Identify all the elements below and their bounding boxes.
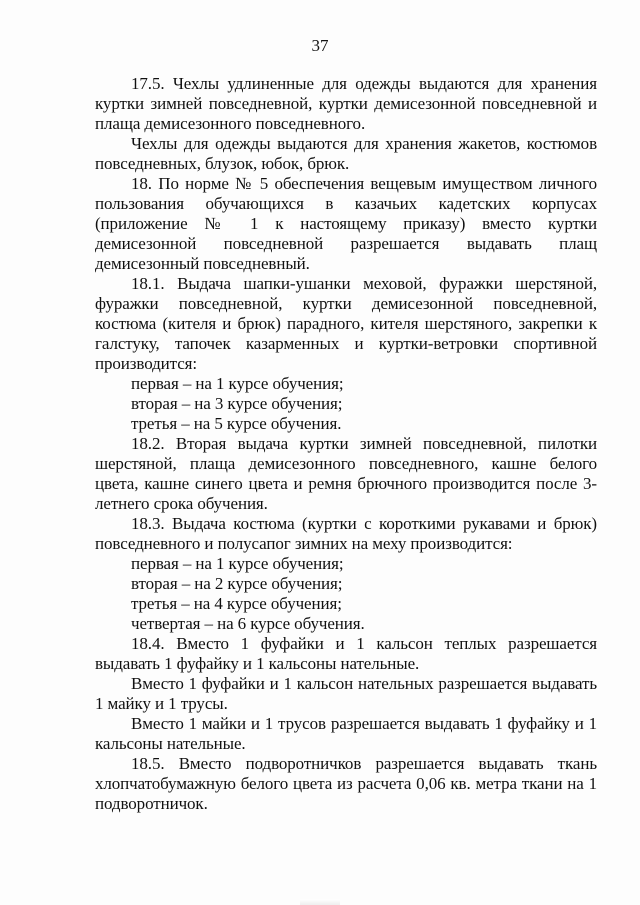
list-item: вторая – на 3 курсе обучения;: [131, 394, 343, 413]
paragraph-18-3: 18.3. Выдача костюма (куртки с короткими рукавами и брюк) повседневного и полусапог зимних на меху производится:: [95, 514, 597, 553]
paragraph-tshirt: Вместо 1 майки и 1 трусов разрешается выдавать 1 фуфайку и 1 кальсоны нательные.: [95, 714, 597, 753]
paragraph-covers: Чехлы для одежды выдаются для хранения жакетов, костюмов повседневных, блузок, юбок, брюк.: [95, 134, 597, 173]
paragraph-18-4: 18.4. Вместо 1 фуфайки и 1 кальсон теплых разрешается выдавать 1 фуфайку и 1 кальсоны нательные.: [95, 634, 597, 673]
document-body: [95, 74, 597, 814]
list-item: первая – на 1 курсе обучения;: [131, 554, 344, 573]
page-number: 37: [311, 36, 329, 55]
list-item: четвертая – на 6 курсе обучения.: [131, 614, 365, 633]
scan-edge-mark: [300, 899, 340, 905]
paragraph-18-5: 18.5. Вместо подворотничков разрешается выдавать ткань хлопчатобумажную белого цвета из расчета 0,06 кв. метра ткани на 1 подворотничок.: [95, 754, 597, 813]
list-item: первая – на 1 курсе обучения;: [131, 374, 344, 393]
list-item: третья – на 4 курсе обучения;: [131, 594, 342, 613]
paragraph-18-2: 18.2. Вторая выдача куртки зимней повседневной, пилотки шерстяной, плаща демисезонного повседневного, кашне белого цвета, кашне синего цвета и ремня брючного производится после 3-летнего срока обучения.: [95, 434, 597, 513]
list-item: вторая – на 2 курсе обучения;: [131, 574, 343, 593]
paragraph-underwear: Вместо 1 фуфайки и 1 кальсон нательных разрешается выдавать 1 майку и 1 трусы.: [95, 674, 597, 713]
list-item: третья – на 5 курсе обучения.: [131, 414, 342, 433]
paragraph-18-1: 18.1. Выдача шапки-ушанки меховой, фуражки шерстяной, фуражки повседневной, куртки демисезонной повседневной, костюма (кителя и брюк) парадного, кителя шерстяного, закрепки к галстуку, тапочек казарменных и куртки-ветровки спортивной производится:: [95, 274, 597, 373]
paragraph-18: 18. По норме № 5 обеспечения вещевым имуществом личного пользования обучающихся в казачьих кадетских корпусах (приложение № 1 к настоящему приказу) вместо куртки демисезонной повседневной разрешается выдавать плащ демисезонный повседневный.: [95, 174, 597, 273]
paragraph-17-5: 17.5. Чехлы удлиненные для одежды выдаются для хранения куртки зимней повседневной, куртки демисезонной повседневной и плаща демисезонного повседневного.: [95, 74, 597, 133]
